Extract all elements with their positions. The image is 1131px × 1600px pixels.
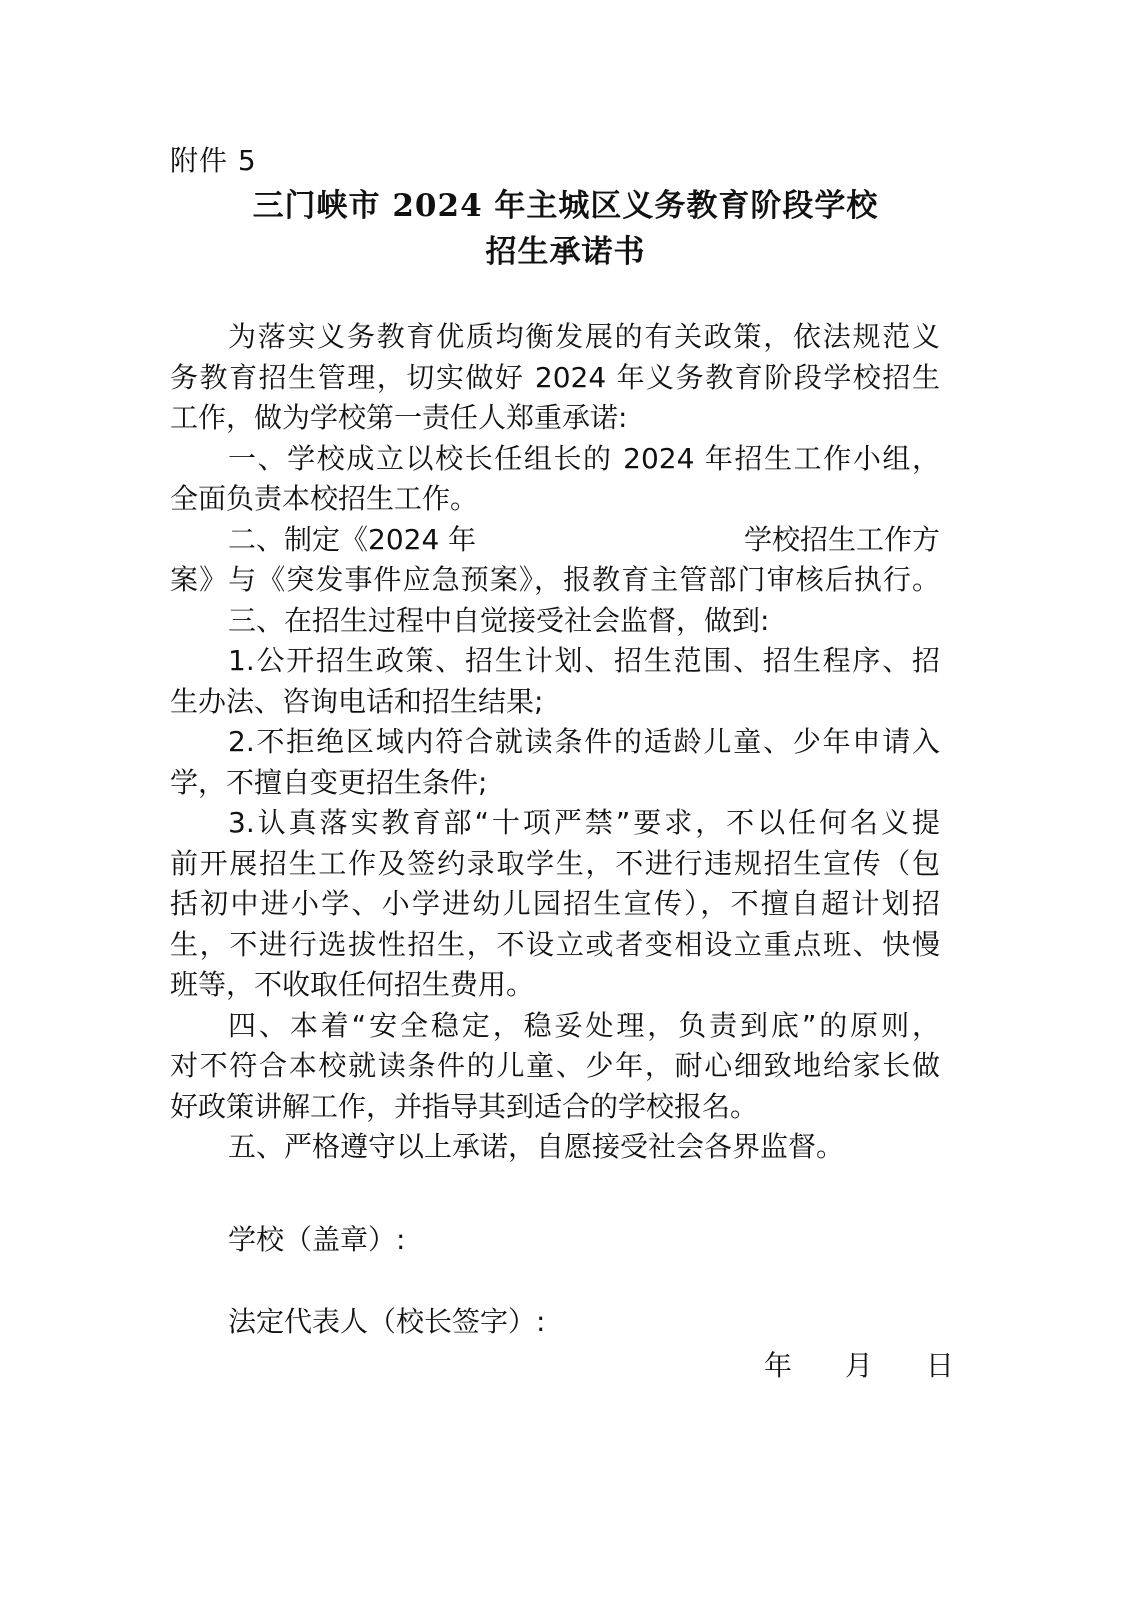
document-title-line-1: 三门峡市 2024 年主城区义务教育阶段学校 bbox=[252, 188, 879, 224]
body-line-part: 二、制定《2024 年 bbox=[228, 522, 477, 556]
date-month-label: 月 bbox=[844, 1349, 873, 1382]
body-line: 括初中进小学、小学进幼儿园招生宣传），不擅自超计划招 bbox=[170, 887, 940, 920]
body-line: 务教育招生管理，切实做好 2024 年义务教育阶段学校招生 bbox=[170, 360, 940, 394]
legal-representative-signature-label: 法定代表人（校长签字）: bbox=[228, 1305, 546, 1338]
attachment-label: 附件 5 bbox=[170, 144, 257, 177]
body-line-with-blank bbox=[170, 520, 940, 561]
body-line: 生办法、咨询电话和招生结果; bbox=[170, 684, 544, 718]
body-line: 对不符合本校就读条件的儿童、少年，耐心细致地给家长做 bbox=[170, 1049, 940, 1082]
body-line: 前开展招生工作及签约录取学生，不进行违规招生宣传（包 bbox=[170, 846, 940, 880]
date-day-label: 日 bbox=[925, 1349, 954, 1382]
body-line: 三、在招生过程中自觉接受社会监督，做到: bbox=[228, 603, 770, 637]
body-line: 四、本着“安全稳定，稳妥处理，负责到底”的原则， bbox=[228, 1008, 940, 1042]
body-line: 班等，不收取任何招生费用。 bbox=[170, 968, 535, 1001]
body-line: 工作，做为学校第一责任人郑重承诺: bbox=[170, 401, 628, 434]
body-line: 生，不进行选拔性招生，不设立或者变相设立重点班、快慢 bbox=[170, 927, 940, 961]
body-line: 一、学校成立以校长任组长的 2024 年招生工作小组， bbox=[228, 441, 940, 475]
school-seal-label: 学校（盖章）: bbox=[228, 1223, 406, 1256]
body-line: 为落实义务教育优质均衡发展的有关政策，依法规范义 bbox=[228, 320, 940, 353]
body-line: 学，不擅自变更招生条件; bbox=[170, 765, 488, 799]
body-line: 全面负责本校招生工作。 bbox=[170, 482, 479, 515]
date-year-label: 年 bbox=[764, 1349, 793, 1382]
body-line: 案》与《突发事件应急预案》，报教育主管部门审核后执行。 bbox=[170, 563, 940, 596]
body-line: 2.不拒绝区域内符合就读条件的适龄儿童、少年申请入 bbox=[228, 725, 940, 758]
body-line-part: 学校招生工作方 bbox=[743, 522, 940, 556]
date-line bbox=[764, 1346, 954, 1386]
body-line: 3.认真落实教育部“十项严禁”要求，不以任何名义提 bbox=[228, 806, 940, 839]
document-title-line-2: 招生承诺书 bbox=[485, 234, 646, 270]
body-line: 五、严格遵守以上承诺，自愿接受社会各界监督。 bbox=[228, 1130, 845, 1163]
body-line: 好政策讲解工作，并指导其到适合的学校报名。 bbox=[170, 1089, 759, 1123]
document-body bbox=[170, 317, 940, 1168]
body-line: 1.公开招生政策、招生计划、招生范围、招生程序、招 bbox=[228, 644, 940, 677]
